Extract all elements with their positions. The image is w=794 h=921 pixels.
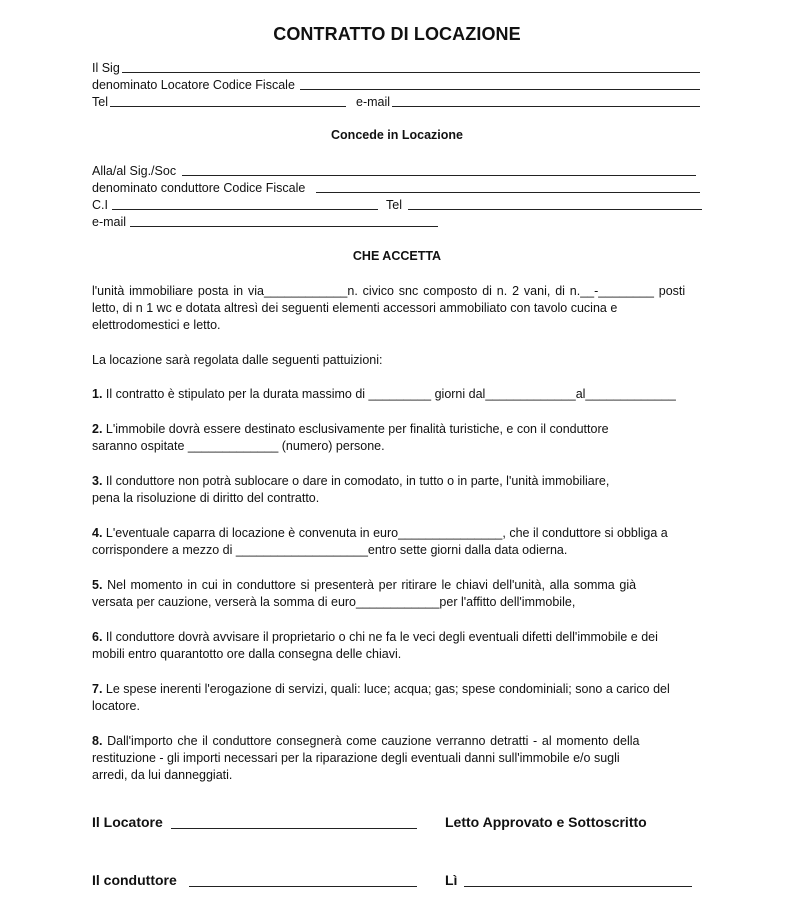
clause-number: 7. xyxy=(92,682,103,696)
intro-paragraph xyxy=(92,283,704,334)
conduttore-signature-label: Il conduttore xyxy=(92,872,177,888)
intro-line: l'unità immobiliare posta in via____________n. civico snc composto di n. 2 vani, di n.__-________ posti xyxy=(92,284,686,298)
conduttore-email-label: e-mail xyxy=(92,215,127,229)
clause-text: Le spese inerenti l'erogazione di servizi, quali: luce; acqua; gas; spese condominiali; sono a carico del xyxy=(105,682,670,696)
conduttore-ci-label: C.I xyxy=(92,198,108,212)
clause-1 xyxy=(92,386,704,403)
conduttore-tel-field[interactable] xyxy=(408,209,702,210)
clause-text: mobili entro quarantotto ore dalla consegna delle chiavi. xyxy=(92,647,402,661)
concede-heading: Concede in Locazione xyxy=(331,128,463,142)
letto-approvato-label: Letto Approvato e Sottoscritto xyxy=(445,814,647,830)
clause-text: Il conduttore non potrà sublocare o dare in comodato, in tutto o in parte, l'unità immobiliare, xyxy=(105,474,610,488)
clause-text: versata per cauzione, verserà la somma di euro____________per l'affitto dell'immobile, xyxy=(92,595,576,609)
clause-number: 3. xyxy=(92,474,103,488)
locatore-tel-field[interactable] xyxy=(110,106,346,107)
conduttore-codice-fiscale-field[interactable] xyxy=(316,192,700,193)
clause-text: arredi, da lui danneggiati. xyxy=(92,768,233,782)
clause-3 xyxy=(92,473,704,507)
clause-number: 5. xyxy=(92,578,103,592)
clause-4 xyxy=(92,525,704,559)
conduttore-codice-fiscale-label: denominato conduttore Codice Fiscale xyxy=(92,181,306,195)
clause-text: saranno ospitate _____________ (numero) persone. xyxy=(92,439,385,453)
li-label: Lì xyxy=(445,872,458,888)
clause-text: restituzione - gli importi necessari per la riparazione degli eventuali danni sull'immobile e/o sugli xyxy=(92,751,620,765)
clause-number: 6. xyxy=(92,630,103,644)
locatore-codice-fiscale-field[interactable] xyxy=(300,89,700,90)
clause-2 xyxy=(92,421,704,455)
conduttore-email-field[interactable] xyxy=(130,226,438,227)
locatore-sig-field[interactable] xyxy=(122,72,700,73)
document-title: CONTRATTO DI LOCAZIONE xyxy=(273,24,521,44)
clause-text: pena la risoluzione di diritto del contratto. xyxy=(92,491,320,505)
clause-number: 2. xyxy=(92,422,103,436)
clause-text: L'immobile dovrà essere destinato esclusivamente per finalità turistiche, e con il conduttore xyxy=(105,422,609,436)
conduttore-signature-field[interactable] xyxy=(189,886,417,887)
clause-text: Dall'importo che il conduttore consegnerà come cauzione verranno detratti - al momento della xyxy=(107,734,640,748)
locatore-email-field[interactable] xyxy=(392,106,700,107)
conduttore-sig-field[interactable] xyxy=(182,175,696,176)
locatore-tel-label: Tel xyxy=(92,95,108,109)
clause-text: corrispondere a mezzo di ___________________entro sette giorni dalla data odierna. xyxy=(92,543,568,557)
conduttore-sig-label: Alla/al Sig./Soc xyxy=(92,164,177,178)
intro-line: elettrodomestici e letto. xyxy=(92,318,221,332)
locatore-signature-field[interactable] xyxy=(171,828,417,829)
locatore-signature-label: Il Locatore xyxy=(92,814,163,830)
clause-text: locatore. xyxy=(92,699,140,713)
locatore-email-label: e-mail xyxy=(356,95,391,109)
clause-6 xyxy=(92,629,704,663)
clause-text: Nel momento in cui in conduttore si presenterà per ritirare le chiavi dell'unità, alla somma già xyxy=(107,578,637,592)
li-field[interactable] xyxy=(464,886,692,887)
clause-text: Il contratto è stipulato per la durata massimo di _________ giorni dal_____________al_____________ xyxy=(105,387,676,401)
clause-5 xyxy=(92,577,704,611)
clause-number: 4. xyxy=(92,526,103,540)
conduttore-tel-label: Tel xyxy=(386,198,402,212)
accetta-heading: CHE ACCETTA xyxy=(352,249,442,263)
clause-text: Il conduttore dovrà avvisare il proprietario o chi ne fa le veci degli eventuali difetti dell'immobile e dei xyxy=(105,630,658,644)
conduttore-ci-field[interactable] xyxy=(112,209,378,210)
clause-number: 1. xyxy=(92,387,103,401)
locatore-sig-label: Il Sig xyxy=(92,61,120,75)
clause-8 xyxy=(92,733,704,784)
clause-text: L'eventuale caparra di locazione è convenuta in euro_______________, che il conduttore si obbliga a xyxy=(105,526,668,540)
clause-7 xyxy=(92,681,704,715)
clause-number: 8. xyxy=(92,734,103,748)
locatore-codice-fiscale-label: denominato Locatore Codice Fiscale xyxy=(92,78,295,92)
intro-line: letto, di n 1 wc e dotata altresì dei seguenti elementi accessori ammobiliato con tavolo cucina e xyxy=(92,301,618,315)
regolata-text: La locazione sarà regolata dalle seguenti pattuizioni: xyxy=(92,353,383,367)
